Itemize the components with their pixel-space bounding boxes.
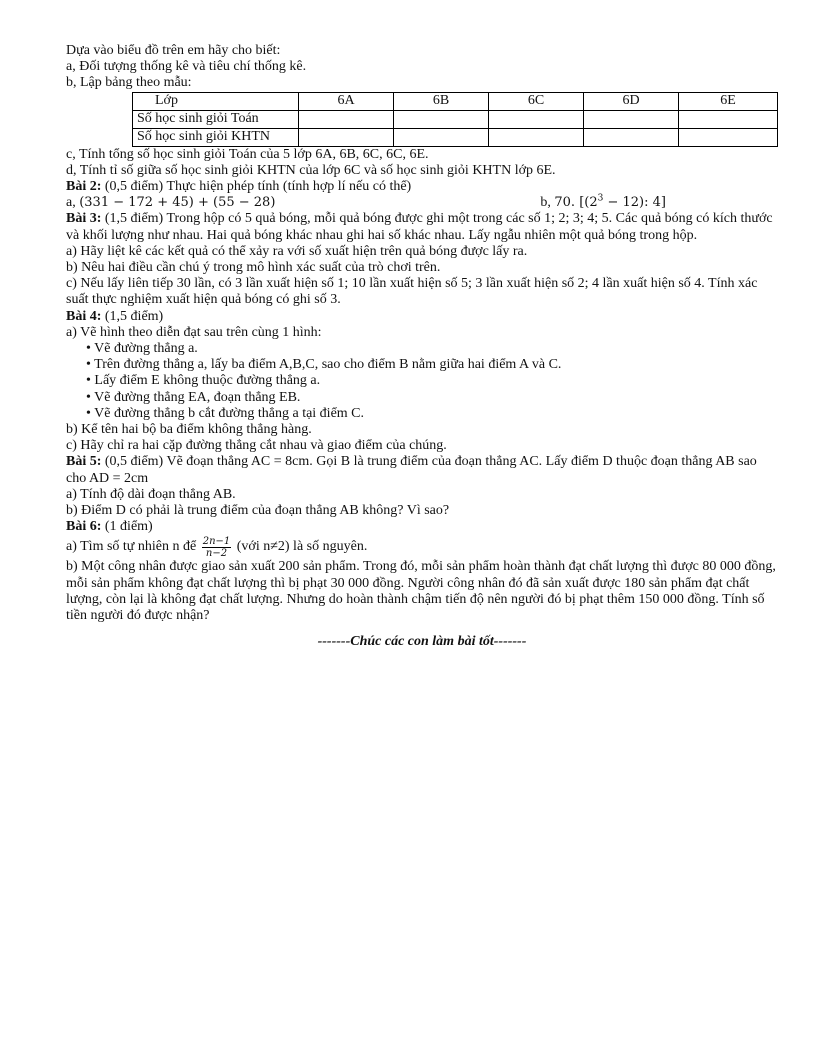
bai5-part-a: a) Tính độ dài đoạn thẳng AB. (66, 486, 236, 502)
exam-page (66, 43, 778, 651)
bai2-b-expression (554, 195, 666, 210)
bai2-desc: (0,5 điểm) Thực hiện phép tính (tính hợp lí nếu có thể) (101, 179, 412, 195)
intro-question-b: b, Lập bảng theo mẫu: (66, 75, 192, 91)
bai2-heading (66, 179, 778, 195)
bai2-part-a (66, 195, 275, 211)
bai4-part-b: b) Kể tên hai bộ ba điểm không thẳng hàng. (66, 422, 312, 438)
bai5-desc: (0,5 điểm) Vẽ đoạn thẳng AC = 8cm. Gọi B là trung điểm của đoạn thẳng AC. Lấy điểm D thuộc đoạn thẳng AB sao cho AD = 2cm (66, 454, 757, 486)
bai3-desc: (1,5 điểm) Trong hộp có 5 quả bóng, mỗi quả bóng được ghi một trong các số 1; 2; 3; 4; 5. Các quả bóng có kích thước và khối lượng như nhau. Hai quả bóng khác nhau ghi hai số khác nhau. Lấy ngẫu nhiên một quả bóng trong hộp. (66, 211, 773, 243)
bai3-part-c: c) Nếu lấy liên tiếp 30 lần, có 3 lần xuất hiện số 1; 10 lần xuất hiện số 5; 3 lần xuất hiện số 2; 4 lần xuất hiện số 4. Tính xác suất thực nghiệm xuất hiện quả bóng có ghi số 3. (66, 276, 758, 308)
bai4-bullet: • Vẽ đường thẳng a. (86, 341, 198, 357)
bai4-title: Bài 4: (66, 308, 102, 324)
bai2-a-expression: (331 − 172 + 45) + (55 − 28) (79, 195, 276, 211)
bai6-part-a (66, 535, 778, 559)
bai5-part-b: b) Điểm D có phải là trung điểm của đoạn thẳng AB không? Vì sao? (66, 503, 450, 519)
bai5-title: Bài 5: (66, 454, 102, 470)
bai4-part-a: a) Vẽ hình theo diễn đạt sau trên cùng 1 hình: (66, 324, 322, 340)
table-cell (679, 110, 778, 128)
bai3-title: Bài 3: (66, 211, 102, 227)
bai4-bullet: • Vẽ đường thẳng b cắt đường thẳng a tại điểm C. (86, 405, 365, 421)
bai4-bullet: • Vẽ đường thẳng EA, đoạn thẳng EB. (86, 389, 301, 405)
bai2-b-exponent: 3 (597, 193, 604, 204)
fraction-denominator: n−2 (205, 547, 228, 559)
table-row (133, 110, 778, 128)
question-c: c, Tính tổng số học sinh giỏi Toán của 5 lớp 6A, 6B, 6C, 6C, 6E. (66, 146, 429, 162)
table-header-cell: 6C (489, 92, 584, 110)
table-cell (299, 128, 394, 146)
bai4-bullet: • Lấy điểm E không thuộc đường thẳng a. (86, 373, 321, 389)
bai2-title: Bài 2: (66, 179, 102, 195)
table-cell (584, 128, 679, 146)
table-cell (394, 110, 489, 128)
table-cell (299, 110, 394, 128)
table-row (133, 128, 778, 146)
bai2-part-b (540, 195, 666, 211)
bai4-part-c: c) Hãy chỉ ra hai cặp đường thẳng cắt nhau và giao điểm của chúng. (66, 438, 447, 454)
bai4-bullet: • Trên đường thẳng a, lấy ba điểm A,B,C, sao cho điểm B nằm giữa hai điểm A và C. (86, 357, 562, 373)
bai2-b-expr-pre: 70. [(2 (554, 195, 598, 211)
bai6-heading (66, 519, 778, 535)
intro-line-1: Dựa vào biểu đồ trên em hãy cho biết: (66, 43, 281, 58)
bai4-heading (66, 309, 778, 325)
table-cell (679, 128, 778, 146)
table-row-label: Số học sinh giỏi KHTN (133, 128, 299, 146)
table-header-cell: 6D (584, 92, 679, 110)
bai6-title: Bài 6: (66, 519, 102, 535)
bai3-part-b: b) Nêu hai điều cần chú ý trong mô hình xác suất của trò chơi trên. (66, 260, 441, 276)
table-row-label: Số học sinh giỏi Toán (133, 110, 299, 128)
intro-question-a: a, Đối tượng thống kê và tiêu chí thống kê. (66, 59, 307, 75)
bai2-b-label: b, (540, 195, 555, 211)
bai2-expressions (66, 195, 666, 211)
bai6-fraction (202, 536, 232, 559)
bai3-heading (66, 211, 778, 243)
bai6-a-post: (với n≠2) là số nguyên. (233, 539, 368, 555)
table-header-cell: Lớp (133, 92, 299, 110)
bai6-a-pre: a) Tìm số tự nhiên n để (66, 539, 200, 555)
bai6-part-b: b) Một công nhân được giao sản xuất 200 sản phẩm. Trong đó, mỗi sản phẩm hoàn thành đạt chất lượng thì được 80 000 đồng, mỗi sản phẩm không đạt chất lượng thì bị phạt 30 000 đồng. Người công nhân đó đã sản xuất được 180 sản phẩm đạt chất lượng, còn lại là không đạt chất lượng. Nhưng do hoàn thành chậm tiến độ nên người đó bị phạt thêm 150 000 đồng. Tính số tiền người đó được nhận? (66, 559, 776, 624)
question-d: d, Tính tỉ số giữa số học sinh giỏi KHTN của lớp 6C và số học sinh giỏi KHTN lớp 6E. (66, 162, 556, 178)
bai2-a-label: a, (66, 195, 80, 211)
bai4-desc: (1,5 điểm) (101, 308, 164, 324)
table-cell (489, 128, 584, 146)
closing-message: -------Chúc các con làm bài tốt------- (317, 634, 527, 650)
table-cell (394, 128, 489, 146)
bai2-b-expr-post: − 12): 4] (603, 195, 666, 211)
table-header-cell: 6E (679, 92, 778, 110)
template-table (132, 92, 778, 147)
table-header-cell: 6B (394, 92, 489, 110)
fraction-numerator: 2n−1 (202, 535, 231, 547)
table-header-row (133, 92, 778, 110)
table-cell (584, 110, 679, 128)
table-header-cell: 6A (299, 92, 394, 110)
bai3-part-a: a) Hãy liệt kê các kết quả có thể xảy ra với số xuất hiện trên quả bóng được lấy ra. (66, 243, 528, 259)
bai6-desc: (1 điểm) (101, 519, 153, 535)
bai5-heading (66, 454, 778, 486)
table-cell (489, 110, 584, 128)
